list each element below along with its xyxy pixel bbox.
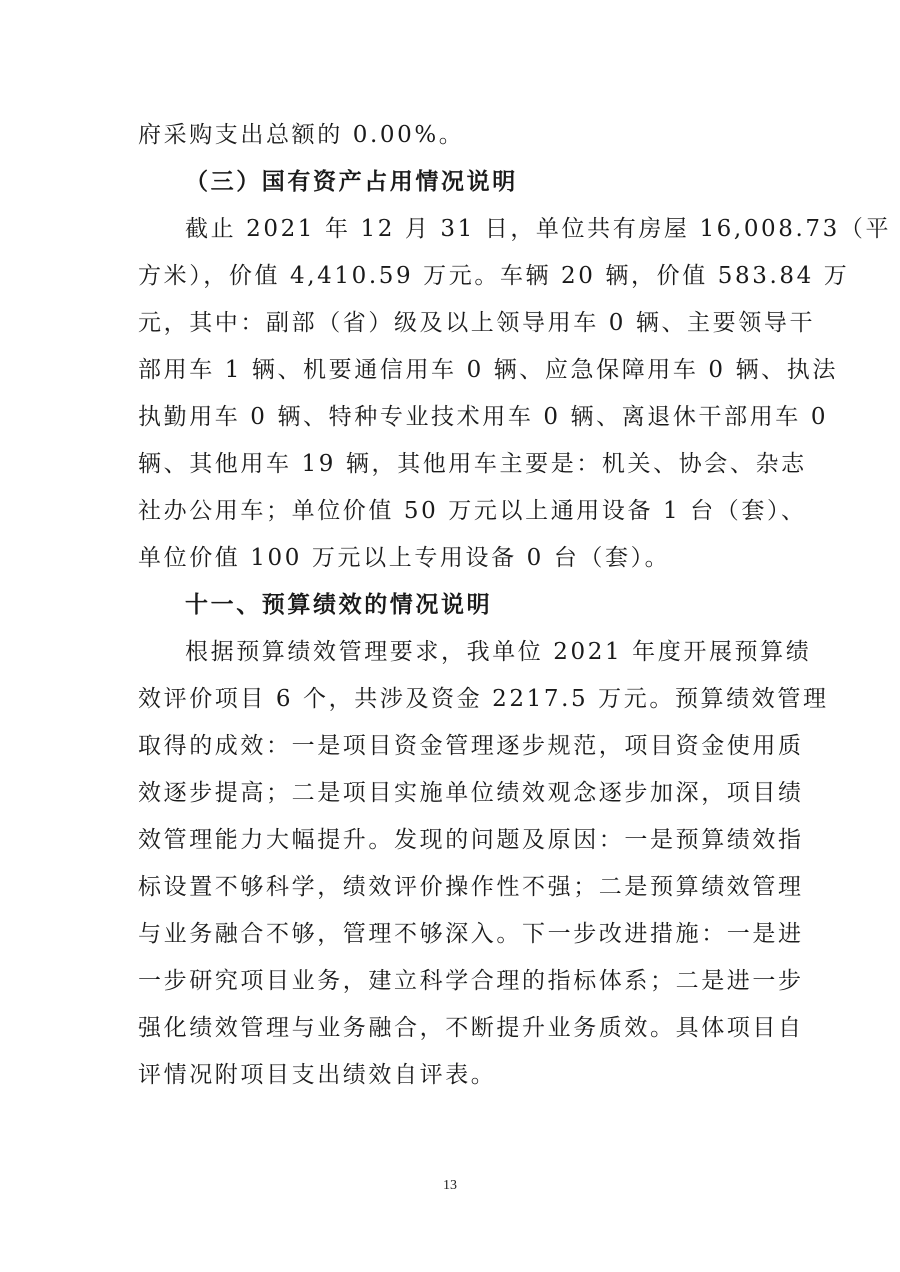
section-heading-state-assets: （三）国有资产占用情况说明	[185, 169, 518, 195]
text-line: 部用车 1 辆、机要通信用车 0 辆、应急保障用车 0 辆、执法	[138, 357, 838, 383]
page-number: 13	[443, 1178, 457, 1193]
text-line: 强化绩效管理与业务融合，不断提升业务质效。具体项目自	[138, 1015, 804, 1041]
text-line: 单位价值 100 万元以上专用设备 0 台（套）。	[138, 545, 671, 571]
section-heading-budget-performance: 十一、预算绩效的情况说明	[185, 592, 493, 618]
text-line: 评情况附项目支出绩效自评表。	[138, 1062, 497, 1088]
text-line: 根据预算绩效管理要求，我单位 2021 年度开展预算绩	[185, 639, 812, 665]
text-line: 元，其中：副部（省）级及以上领导用车 0 辆、主要领导干	[138, 310, 816, 336]
text-line: 社办公用车；单位价值 50 万元以上通用设备 1 台（套）、	[138, 498, 807, 524]
document-body	[138, 112, 892, 1099]
text-line: 与业务融合不够，管理不够深入。下一步改进措施：一是进	[138, 921, 804, 947]
text-line: 执勤用车 0 辆、特种专业技术用车 0 辆、离退休干部用车 0	[138, 404, 829, 430]
text-line: 方米），价值 4,410.59 万元。车辆 20 辆，价值 583.84 万	[138, 263, 850, 289]
text-line: 标设置不够科学，绩效评价操作性不强；二是预算绩效管理	[138, 874, 804, 900]
text-line: 府采购支出总额的 0.00%。	[138, 122, 465, 148]
text-line: 一步研究项目业务，建立科学合理的指标体系；二是进一步	[138, 968, 804, 994]
text-line: 取得的成效：一是项目资金管理逐步规范，项目资金使用质	[138, 733, 804, 759]
text-line: 效逐步提高；二是项目实施单位绩效观念逐步加深，项目绩	[138, 780, 804, 806]
text-line: 辆、其他用车 19 辆，其他用车主要是：机关、协会、杂志	[138, 451, 807, 477]
text-line: 截止 2021 年 12 月 31 日，单位共有房屋 16,008.73（平	[185, 216, 892, 242]
text-line: 效评价项目 6 个，共涉及资金 2217.5 万元。预算绩效管理	[138, 686, 829, 712]
text-line: 效管理能力大幅提升。发现的问题及原因：一是预算绩效指	[138, 827, 804, 853]
